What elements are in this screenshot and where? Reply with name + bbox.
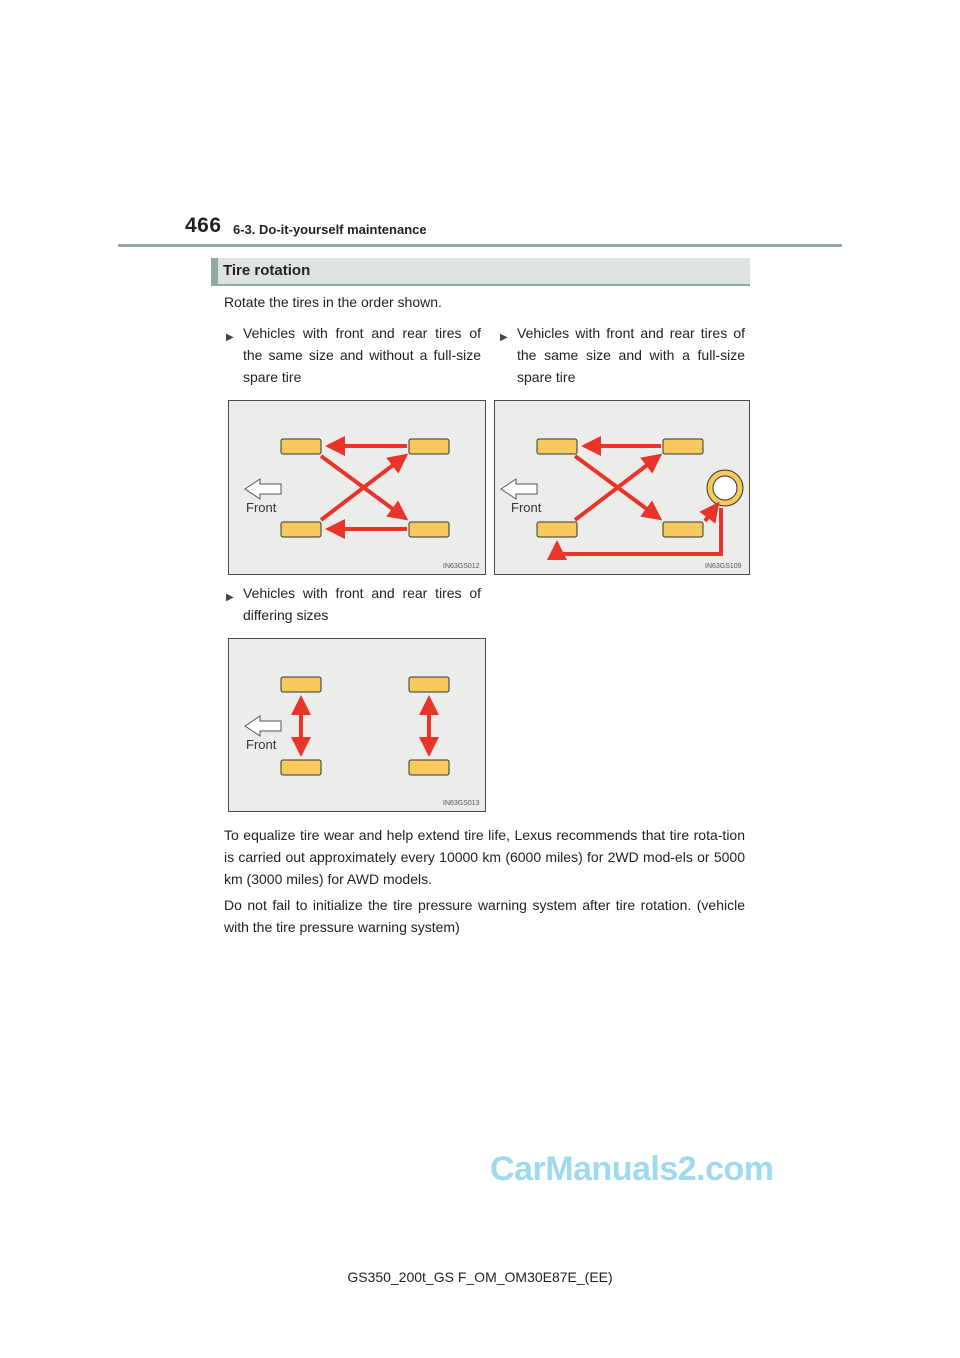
paragraph-tpws-note: Do not fail to initialize the tire pressure warning system after tire rotation. (vehicle with the tire pressure warning system): [224, 897, 745, 935]
arrow-rear-to-spare: [705, 505, 717, 521]
tire-front-right: [281, 522, 321, 537]
triangle-bullet-icon: ▶: [226, 592, 234, 603]
intro-text: Rotate the tires in the order shown.: [224, 294, 442, 310]
spare-tire-hub: [713, 476, 737, 500]
diagram-2-panel: [494, 400, 750, 575]
tire-rear-left: [409, 677, 449, 692]
watermark-logo: CarManuals2.com: [490, 1150, 774, 1188]
diagram-3-panel: [228, 638, 486, 812]
diagram-2-front-label: Front: [511, 500, 542, 515]
diagram-3-caption: Vehicles with front and rear tires of differing sizes: [243, 585, 481, 623]
front-arrow-icon: [245, 716, 281, 736]
tire-rear-left: [409, 439, 449, 454]
diagram-3-front-label: Front: [246, 737, 277, 752]
diagram-2-graphic: [495, 401, 751, 576]
diagram-1-graphic: [229, 401, 487, 576]
tire-rear-right: [663, 522, 703, 537]
triangle-bullet-icon: ▶: [500, 332, 508, 343]
diagram-3-graphic: [229, 639, 487, 813]
tire-rear-right: [409, 522, 449, 537]
diagram-1-caption: Vehicles with front and rear tires of the same size and without a full-size spare tire: [243, 325, 481, 385]
tire-front-left: [537, 439, 577, 454]
triangle-bullet-icon: ▶: [226, 332, 234, 343]
page-number: 466: [185, 214, 222, 237]
tire-rear-right: [409, 760, 449, 775]
tire-front-left: [281, 439, 321, 454]
header-rule: [118, 244, 842, 247]
tire-rear-left: [663, 439, 703, 454]
diagram-1-caption-block: [226, 322, 481, 388]
diagram-2-code: IN63GS109: [705, 563, 742, 570]
footer-doc-code: GS350_200t_GS F_OM_OM30E87E_(EE): [347, 1269, 613, 1285]
diagram-1-panel: [228, 400, 486, 575]
section-title: 6-3. Do-it-yourself maintenance: [233, 222, 427, 237]
subheading-title: Tire rotation: [223, 262, 311, 279]
tire-front-right: [537, 522, 577, 537]
diagram-2-caption: Vehicles with front and rear tires of the same size and with a full-size spare tire: [517, 325, 745, 385]
tire-front-right: [281, 760, 321, 775]
diagram-2-caption-block: [500, 322, 745, 388]
tire-front-left: [281, 677, 321, 692]
diagram-1-front-label: Front: [246, 500, 277, 515]
diagram-3-code: IN63GS013: [443, 800, 480, 807]
front-arrow-icon: [245, 479, 281, 499]
diagram-3-caption-block: [226, 582, 481, 626]
paragraph-rotation-interval: To equalize tire wear and help extend tire life, Lexus recommends that tire rota-tion is carried out approximately every 10000 km (6000 miles) for 2WD mod-els or 5000 km (3000 miles) for AWD models.: [224, 827, 745, 887]
diagram-1-code: IN63GS012: [443, 563, 480, 570]
front-arrow-icon: [501, 479, 537, 499]
